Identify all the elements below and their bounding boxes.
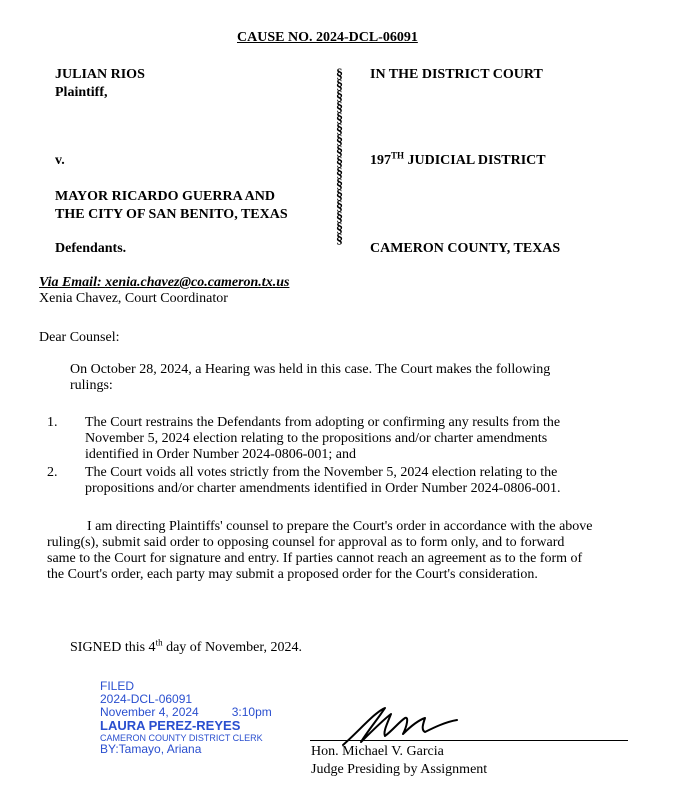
section-symbol: §: [336, 67, 343, 82]
via-email-line: [39, 275, 289, 291]
district-number: 197: [370, 153, 391, 168]
ruling-text: [85, 465, 561, 497]
recipient: Xenia Chavez, Court Coordinator: [39, 291, 228, 306]
signed-line: [70, 637, 302, 656]
directive-line: the Court's order, each party may submit a proposed order for the Court's consideration.: [47, 567, 538, 582]
section-symbol: §: [336, 89, 343, 104]
ruling-line: The Court voids all votes strictly from the November 5, 2024 election relating to the: [85, 465, 558, 480]
filed-date: November 4, 2024: [100, 705, 199, 719]
filed-case-number: 2024-DCL-06091: [100, 692, 193, 706]
intro-line: rulings:: [70, 378, 113, 393]
section-symbol: §: [336, 111, 343, 126]
versus: v.: [55, 153, 65, 168]
section-column: [336, 69, 343, 245]
directive-paragraph: [47, 519, 593, 583]
cause-number: CAUSE NO. 2024-DCL-06091: [237, 30, 418, 45]
section-symbol: §: [336, 232, 343, 247]
defendant-line-2: THE CITY OF SAN BENITO, TEXAS: [55, 207, 288, 222]
section-symbol: §: [336, 144, 343, 159]
ruling-line: November 5, 2024 election relating to the propositions and/or charter amendments: [85, 431, 548, 446]
ruling-number: 2.: [47, 465, 58, 480]
ruling-text: [85, 415, 560, 463]
directive-line: ruling(s), submit said order to opposing counsel for approval as to form only, and to forward: [47, 535, 565, 550]
court-name: IN THE DISTRICT COURT: [370, 67, 543, 82]
defendant-role: Defendants.: [55, 241, 127, 256]
ruling-line: identified in Order Number 2024-0806-001; and: [85, 447, 356, 462]
email-link[interactable]: xenia.chavez@co.cameron.tx.us: [105, 275, 290, 290]
directive-line: I am directing Plaintiffs' counsel to prepare the Court's order in accordance with the above: [87, 519, 593, 534]
section-symbol: §: [336, 122, 343, 137]
signature-line: [310, 740, 628, 741]
section-symbol: §: [336, 133, 343, 148]
section-symbol: §: [336, 177, 343, 192]
clerk-title: CAMERON COUNTY DISTRICT CLERK: [100, 733, 263, 743]
intro-paragraph: [70, 362, 550, 394]
plaintiff-role: Plaintiff,: [55, 85, 108, 100]
clerk-name: LAURA PEREZ-REYES: [100, 718, 241, 733]
filed-stamp: [100, 680, 272, 756]
section-symbol: §: [336, 100, 343, 115]
ruling-line: propositions and/or charter amendments identified in Order Number 2024-0806-001.: [85, 481, 561, 496]
district-ordinal: TH: [391, 150, 405, 161]
defendant-line-1: MAYOR RICARDO GUERRA AND: [55, 189, 275, 204]
judicial-district: [370, 150, 546, 169]
judge-signature: [335, 700, 495, 750]
section-symbol: §: [336, 221, 343, 236]
section-symbol: §: [336, 210, 343, 225]
district-label: JUDICIAL DISTRICT: [404, 153, 546, 168]
signed-ordinal: th: [155, 637, 163, 648]
filed-time: 3:10pm: [231, 705, 272, 719]
section-symbol: §: [336, 166, 343, 181]
signed-prefix: SIGNED this 4: [70, 640, 156, 655]
filed-by: BY:Tamayo, Ariana: [100, 742, 202, 756]
signed-suffix: day of November, 2024.: [162, 640, 302, 655]
intro-line: On October 28, 2024, a Hearing was held in this case. The Court makes the following: [70, 362, 551, 377]
filed-label: FILED: [100, 679, 135, 693]
via-email-label: Via Email:: [39, 275, 106, 290]
section-symbol: §: [336, 155, 343, 170]
ruling-number: 1.: [47, 415, 58, 430]
judge-title: Judge Presiding by Assignment: [311, 762, 488, 777]
section-symbol: §: [336, 199, 343, 214]
section-symbol: §: [336, 78, 343, 93]
plaintiff-name: JULIAN RIOS: [55, 67, 145, 82]
county: CAMERON COUNTY, TEXAS: [370, 241, 561, 256]
ruling-line: The Court restrains the Defendants from adopting or confirming any results from the: [85, 415, 561, 430]
judge-name: Hon. Michael V. Garcia: [311, 744, 444, 759]
section-symbol: §: [336, 188, 343, 203]
directive-line: same to the Court for signature and entry. If parties cannot reach an agreement as to the form of: [47, 551, 583, 566]
salutation: Dear Counsel:: [39, 330, 120, 345]
